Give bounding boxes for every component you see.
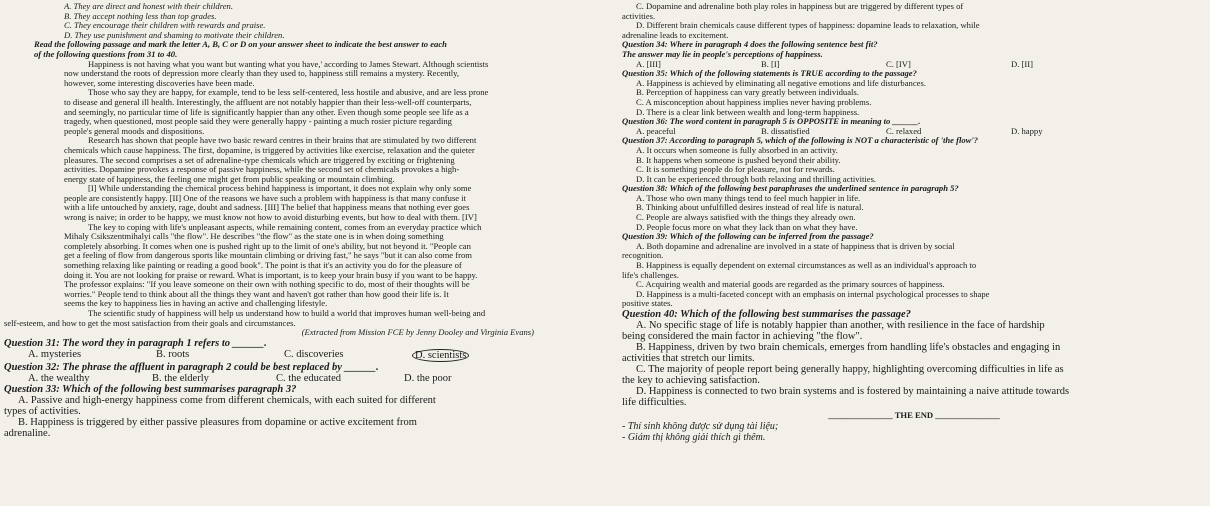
passage-line: now understand the roots of depression more clearly than they used to, happiness still remains a mystery. Recently, — [64, 69, 460, 79]
passage-line: to disease and general ill health. Interestingly, the affluent are not notably happier than their less-well-off counterparts, — [64, 97, 472, 107]
passage-line: energy state of happiness, the feeling one might get from public speaking or mountain climbing. — [64, 174, 395, 184]
instruction-line-2: of the following questions from 31 to 40. — [34, 49, 178, 59]
q32-option-a[interactable]: A. the wealthy — [28, 372, 90, 384]
question-40-stem: Question 40: Which of the following best summarises the passage? — [622, 309, 911, 320]
right-column — [622, 2, 1206, 443]
passage-line: completely absorbing. It comes when one is pushed right up to the limit of one's ability, but not beyond it. "People can — [64, 241, 471, 251]
passage-line: doing it. You are not looking for praise or reward. What is important, is to keep your brain busy if you want to be happy. — [64, 270, 478, 280]
q39-option-b-cont: life's challenges. — [622, 270, 679, 280]
q31-option-b[interactable]: B. roots — [156, 348, 190, 360]
passage-line: Happiness is not having what you want but wanting what you have,' according to James Stewart. Although scientists — [88, 59, 489, 69]
q31-option-a[interactable]: A. mysteries — [28, 348, 82, 360]
passage-line: people's general moods and dispositions. — [64, 126, 205, 136]
q32-option-d[interactable]: D. the poor — [404, 372, 452, 384]
passage-line: activities. Dopamine provokes a response of passive happiness, while the second set of chemicals provokes a high- — [64, 165, 460, 175]
q36-option-b[interactable]: B. dissatisfied — [761, 126, 810, 136]
q33-option-a-cont: types of activities. — [4, 405, 81, 417]
the-end-label: _______________ THE END _______________ — [828, 411, 1000, 420]
question-34-stem: Question 34: Where in paragraph 4 does the following sentence best fit? — [622, 40, 878, 50]
question-36-options — [622, 127, 1206, 137]
q40-option-b-cont: activities that stretch our limits. — [622, 353, 755, 364]
passage-line: wrong is naive; in order to be happy, we must know not how to avoid disturbing events, but how to deal with them. [IV] — [64, 213, 477, 223]
q37-option-c[interactable]: C. It is something people do for pleasure, not for rewards. — [636, 165, 835, 175]
passage-line: and seemingly, no particular time of life is significantly happier than any other. Even though some people see life as a — [64, 107, 469, 117]
q34-option-b[interactable]: B. [I] — [761, 59, 780, 69]
q38-option-d[interactable]: D. People focus more on what they lack than on what they have. — [636, 222, 858, 232]
q37-option-d[interactable]: D. It can be experienced through both relaxing and thrilling activities. — [636, 174, 877, 184]
q35-option-b[interactable]: B. Perception of happiness can vary greatly between individuals. — [636, 88, 859, 98]
prev-option-a: A. They are direct and honest with their children. — [64, 2, 233, 11]
q35-option-c[interactable]: C. A misconception about happiness implies never having problems. — [636, 97, 872, 107]
q36-option-a[interactable]: A. peaceful — [636, 126, 676, 136]
question-31-stem: Question 31: The word they in paragraph 1 refers to ______. — [4, 337, 267, 349]
question-35-stem: Question 35: Which of the following statements is TRUE according to the passage? — [622, 69, 917, 79]
question-36-stem: Question 36: The word content in paragraph 5 is OPPOSITE in meaning to ______. — [622, 117, 921, 127]
q33-option-a[interactable]: A. Passive and high-energy happiness come from different chemicals, with each suited for different — [18, 394, 436, 406]
q35-option-d[interactable]: D. There is a clear link between wealth and long-term happiness. — [636, 107, 860, 117]
q40-option-c-cont: the key to achieving satisfaction. — [622, 375, 760, 386]
passage-line: pleasures. The second comprises a set of adrenaline-type chemicals which are triggered by exciting or frightening — [64, 155, 455, 165]
q32-option-b[interactable]: B. the elderly — [152, 372, 209, 384]
passage-line: with a life untouched by anxiety, rage, doubt and sadness. [III] The belief that happiness means that nothing ever goes — [64, 203, 470, 213]
instruction-line-1: Read the following passage and mark the letter A, B, C or D on your answer sheet to indicate the best answer to each — [34, 40, 447, 50]
question-39-stem: Question 39: Which of the following can be inferred from the passage? — [622, 232, 874, 242]
q33-option-c-cont: activities. — [622, 11, 656, 21]
q33-option-d[interactable]: D. Different brain chemicals cause different types of happiness: dopamine leads to relaxation, while — [636, 21, 980, 31]
passage-line: The key to coping with life's unpleasant aspects, while remaining content, comes from an everyday practice which — [88, 222, 482, 232]
q33-option-d-cont: adrenaline leads to excitement. — [622, 30, 729, 40]
question-38-stem: Question 38: Which of the following best paraphrases the underlined sentence in paragraph 5? — [622, 184, 959, 194]
q33-option-b[interactable]: B. Happiness is triggered by either passive pleasures from dopamine or active excitement from — [18, 416, 417, 428]
passage-line: self-esteem, and how to get the most satisfaction from their goals and circumstances. — [4, 318, 296, 328]
passage-line: Those who say they are happy, for example, tend to be less self-centered, less hostile and abusive, and are less prone — [88, 88, 489, 98]
q39-option-b[interactable]: B. Happiness is equally dependent on external circumstances as well as an individual's approach to — [636, 261, 977, 271]
passage-line: get a feeling of flow from dangerous sports like mountain climbing or driving fast," he says "but it can also come from — [64, 251, 472, 261]
prev-option-d: D. They use punishment and shaming to motivate their children. — [64, 30, 285, 40]
question-34-options — [622, 60, 1206, 70]
q40-option-a-cont: being considered the main factor in achieving "the flow". — [622, 331, 863, 342]
q32-option-c[interactable]: C. the educated — [276, 372, 342, 384]
q37-option-a[interactable]: A. It occurs when someone is fully absorbed in an activity. — [636, 145, 838, 155]
q38-option-b[interactable]: B. Thinking about unfulfilled desires instead of real life is natural. — [636, 203, 864, 213]
q34-option-c[interactable]: C. [IV] — [886, 59, 911, 69]
reading-passage — [4, 59, 604, 338]
passage-line: Mihaly Csikszentmihalyi calls "the flow". He describes "the flow" as the state one is in when doing something — [64, 232, 444, 242]
question-32-options — [4, 373, 604, 384]
passage-line: people are consistently happy. [II] One of the reasons we have such a problem with happiness is that many confuse it — [64, 193, 467, 203]
left-column — [4, 2, 604, 439]
q39-option-c[interactable]: C. Acquiring wealth and material goods are regarded as the primary sources of happiness. — [636, 280, 945, 290]
prev-option-c: C. They encourage their children with rewards and praise. — [64, 21, 266, 31]
passage-line: worries." People tend to think about all the things they want and haven't got rather than how good their life is. It — [64, 289, 449, 299]
q39-option-a-cont: recognition. — [622, 251, 664, 261]
q40-option-a[interactable]: A. No specific stage of life is notably happier than another, with resilience in the face of hardship — [636, 320, 1045, 331]
q33-option-c[interactable]: C. Dopamine and adrenaline both play roles in happiness but are triggered by different types of — [636, 2, 964, 11]
passage-source: (Extracted from Mission FCE by Jenny Dooley and Virginia Evans) — [301, 328, 534, 338]
question-31-options — [4, 349, 604, 362]
q39-option-a[interactable]: A. Both dopamine and adrenaline are involved in a state of happiness that is driven by social — [636, 241, 955, 251]
passage-line: The professor explains: "If you leave someone on their own with nothing specific to do, most of their thoughts will be — [64, 280, 470, 290]
passage-line: [I] While understanding the chemical process behind happiness is important, it does not explain why only some — [88, 184, 472, 194]
q38-option-a[interactable]: A. Those who own many things tend to feel much happier in life. — [636, 193, 861, 203]
question-32-stem: Question 32: The phrase the affluent in paragraph 2 could be best replaced by ______. — [4, 361, 379, 373]
q34-sentence: The answer may lie in people's perceptions of happiness. — [622, 49, 823, 59]
q38-option-c[interactable]: C. People are always satisfied with the things they already own. — [636, 213, 856, 223]
passage-line: seems the key to happiness lies in having an active and challenging lifestyle. — [64, 299, 328, 309]
prev-option-b: B. They accept nothing less than top grades. — [64, 11, 217, 21]
q37-option-b[interactable]: B. It happens when someone is pushed beyond their ability. — [636, 155, 841, 165]
q40-option-d[interactable]: D. Happiness is connected to two brain systems and is fostered by maintaining a naive attitude towards — [636, 386, 1070, 397]
question-block-left — [4, 338, 604, 439]
note-line-2: - Giám thị không giải thích gì thêm. — [622, 431, 766, 443]
passage-line: tragedy, when questioned, most people said they were generally happy - painting a much rosier picture regarding — [64, 117, 452, 127]
q34-option-d[interactable]: D. [II] — [1011, 59, 1033, 69]
passage-line: Research has shown that people have two basic reward centres in their brains that are stimulated by two different — [88, 136, 477, 146]
q33-option-b-cont: adrenaline. — [4, 427, 51, 439]
q39-option-d[interactable]: D. Happiness is a multi-faceted concept with an emphasis on internal psychological processes to shape — [636, 289, 990, 299]
q35-option-a[interactable]: A. Happiness is achieved by eliminating all negative emotions and life disturbances. — [636, 78, 926, 88]
q40-option-c[interactable]: C. The majority of people report being generally happy, highlighting overcoming difficulties in life as — [636, 364, 1064, 375]
passage-line: however, some interesting discoveries have been made. — [64, 78, 255, 88]
passage-line: something relaxing like painting or reading a good book". The point is that it's an activity you do for the pleasure of — [64, 261, 462, 271]
note-line-1: - Thí sinh không được sử dụng tài liệu; — [622, 420, 779, 432]
q39-option-d-cont: positive states. — [622, 299, 673, 309]
q40-option-d-cont: life difficulties. — [622, 397, 687, 408]
question-37-stem: Question 37: According to paragraph 5, which of the following is NOT a characteristic of 'the flow'? — [622, 136, 979, 146]
passage-line: chemicals which cause happiness. The first, dopamine, is triggered by activities like exercise, relaxation and the quieter — [64, 145, 475, 155]
q36-option-c[interactable]: C. relaxed — [886, 126, 922, 136]
passage-line: The scientific study of happiness will help us understand how to build a world that improves human well-being and — [88, 309, 486, 318]
q36-option-d[interactable]: D. happy — [1011, 126, 1043, 136]
q34-option-a[interactable]: A. [III] — [636, 59, 661, 69]
q31-option-d-circled[interactable]: D. scientists — [412, 349, 469, 362]
q40-option-b[interactable]: B. Happiness, driven by two brain chemicals, emerges from handling life's obstacles and engaging in — [636, 342, 1061, 353]
question-33-stem: Question 33: Which of the following best summarises paragraph 3? — [4, 383, 297, 395]
q31-option-c[interactable]: C. discoveries — [284, 348, 344, 360]
